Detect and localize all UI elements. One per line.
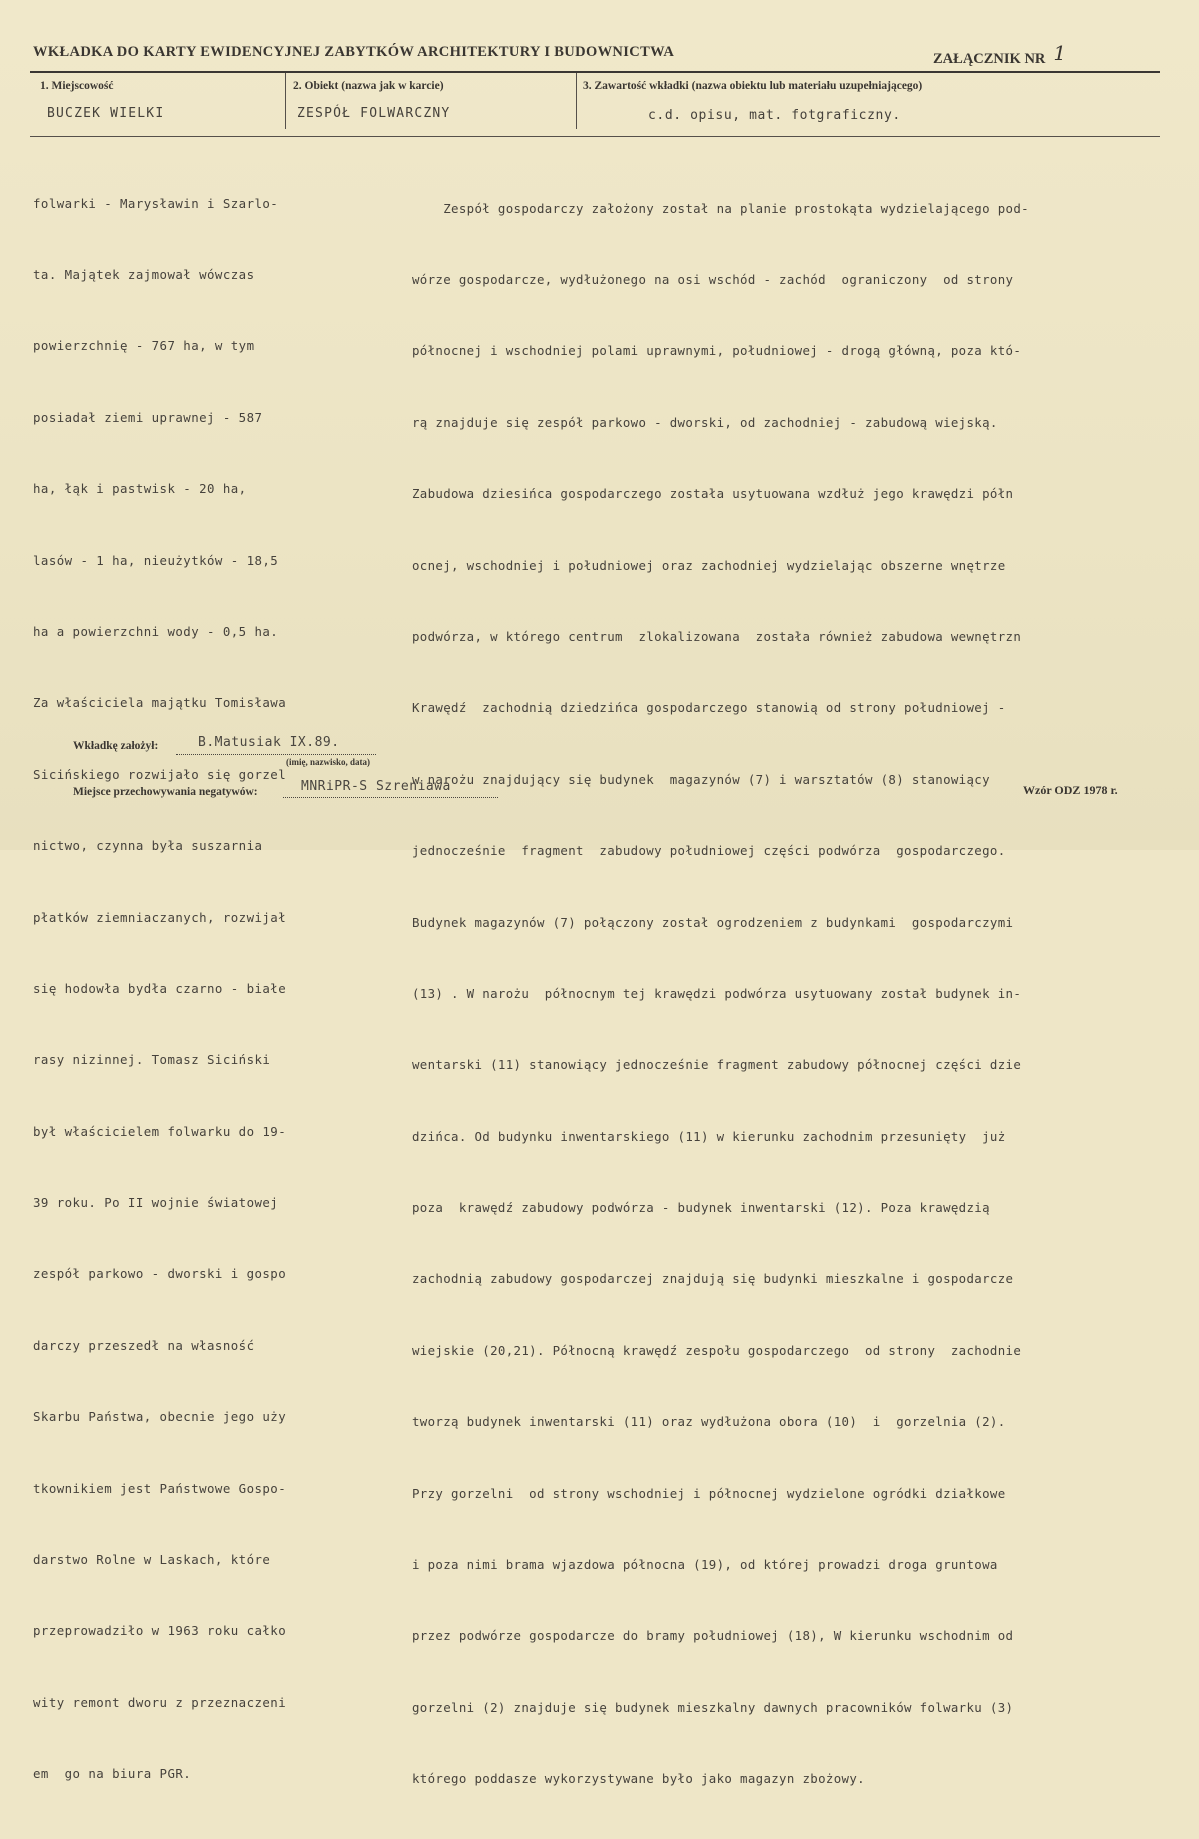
left-text-line: 39 roku. Po II wojnie światowej <box>33 1195 279 1211</box>
left-text-line: Skarbu Państwa, obecnie jego uży <box>33 1409 287 1425</box>
form-pattern-note: Wzór ODZ 1978 r. <box>1023 783 1118 797</box>
right-text-line: Zabudowa dziesińca gospodarczego została usytuowana wzdłuż jego krawędzi półn <box>412 486 1014 502</box>
left-text-line: folwarki - Marysławin i Szarlo- <box>33 195 279 211</box>
left-text-line: się hodowła bydła czarno - białe <box>33 980 287 996</box>
left-text-line: ha, łąk i pastwisk - 20 ha, <box>33 481 247 497</box>
header-rule <box>30 71 1160 73</box>
left-text-line: był właścicielem folwarku do 19- <box>33 1123 287 1139</box>
field-label-object: 2. Obiekt (nazwa jak w karcie) <box>293 80 444 92</box>
left-text-line: rasy nizinnej. Tomasz Siciński <box>33 1052 271 1068</box>
left-text-line: lasów - 1 ha, nieużytków - 18,5 <box>33 552 279 568</box>
negatives-dotted-line <box>283 797 498 798</box>
field-value-contents: c.d. opisu, mat. fotgraficzny. <box>648 108 901 123</box>
left-text-line: Za właściciela majątku Tomisława <box>33 695 287 711</box>
right-text-line: wiejskie (20,21). Północną krawędź zespołu gospodarczego od strony zachodnie <box>412 1342 1022 1358</box>
left-text-line: płatków ziemniaczanych, rozwijał <box>33 909 287 925</box>
field-label-locality: 1. Miejscowość <box>40 80 114 92</box>
right-text-line: dzińca. Od budynku inwentarskiego (11) w kierunku zachodnim przesunięty już <box>412 1128 1006 1144</box>
left-text-line: przeprowadziło w 1963 roku całko <box>33 1623 287 1639</box>
left-text-line: nictwo, czynna była suszarnia <box>33 838 263 854</box>
annex-number <box>933 41 1067 68</box>
left-text-line: Sicińskiego rozwijało się gorzel <box>33 766 287 782</box>
left-text-line: ha a powierzchni wody - 0,5 ha. <box>33 623 279 639</box>
right-text-line: podwórza, w którego centrum zlokalizowana została również zabudowa wewnętrzn <box>412 628 1022 644</box>
made-by-dotted-line <box>176 754 376 755</box>
left-text-line: ta. Majątek zajmował wówczas <box>33 266 255 282</box>
left-text-line: posiadał ziemi uprawnej - 587 <box>33 409 263 425</box>
right-text-line: rą znajduje się zespół parkowo - dworski, od zachodniej - zabudową wiejską. <box>412 414 998 430</box>
annex-label: ZAŁĄCZNIK NR <box>933 51 1046 67</box>
description-right-column <box>412 149 1029 1839</box>
form-title: WKŁADKA DO KARTY EWIDENCYJNEJ ZABYTKÓW ARCHITEKTURY I BUDOWNICTWA <box>33 44 675 60</box>
right-text-line: poza krawędź zabudowy podwórza - budynek inwentarski (12). Poza krawędzią <box>412 1200 990 1216</box>
negatives-label: Miejsce przechowywania negatywów: <box>73 786 258 798</box>
left-text-line: wity remont dworu z przeznaczeni <box>33 1694 287 1710</box>
right-text-line: wórze gospodarcze, wydłużonego na osi wschód - zachód ograniczony od strony <box>412 271 1014 287</box>
right-text-line: Przy gorzelni od strony wschodniej i północnej wydzielone ogródki działkowe <box>412 1485 1006 1501</box>
field-value-object: ZESPÓŁ FOLWARCZNY <box>297 106 451 121</box>
right-text-line: wentarski (11) stanowiący jednocześnie fragment zabudowy północnej części dzie <box>412 1057 1022 1073</box>
field-divider-1 <box>285 73 286 129</box>
right-text-line: Zespół gospodarczy założony został na planie prostokąta wydzielającego pod- <box>412 200 1029 216</box>
annex-handwritten-number: 1 <box>1053 41 1067 65</box>
left-text-line: powierzchnię - 767 ha, w tym <box>33 338 255 354</box>
made-by-label: Wkładkę założył: <box>73 740 159 752</box>
description-left-column <box>33 144 286 1834</box>
left-text-line: em go na biura PGR. <box>33 1766 192 1782</box>
left-text-line: zespół parkowo - dworski i gospo <box>33 1266 287 1282</box>
fields-rule <box>30 136 1160 137</box>
left-text-line: darczy przeszedł na własność <box>33 1337 255 1353</box>
made-by-value: B.Matusiak IX.89. <box>198 735 340 750</box>
right-text-line: zachodnią zabudowy gospodarczej znajdują się budynki mieszkalne i gospodarcze <box>412 1271 1014 1287</box>
field-divider-2 <box>576 73 577 129</box>
negatives-value: MNRiPR-S Szreniawa <box>301 779 451 794</box>
made-by-caption: (imię, nazwisko, data) <box>286 757 370 767</box>
right-text-line: Budynek magazynów (7) połączony został ogrodzeniem z budynkami gospodarczymi <box>412 914 1014 930</box>
right-text-line: gorzelni (2) znajduje się budynek mieszkalny dawnych pracowników folwarku (3) <box>412 1699 1014 1715</box>
left-text-line: darstwo Rolne w Laskach, które <box>33 1552 271 1568</box>
right-text-line: (13) . W narożu północnym tej krawędzi podwórza usytuowany został budynek in- <box>412 985 1022 1001</box>
right-text-line: i poza nimi brama wjazdowa północna (19), od której prowadzi droga gruntowa <box>412 1557 998 1573</box>
right-text-line: którego poddasze wykorzystywane było jako magazyn zbożowy. <box>412 1771 865 1787</box>
field-value-locality: BUCZEK WIELKI <box>47 106 165 121</box>
right-text-line: przez podwórze gospodarcze do bramy południowej (18), W kierunku wschodnim od <box>412 1628 1014 1644</box>
right-text-line: w narożu znajdujący się budynek magazynów (7) i warsztatów (8) stanowiący <box>412 771 990 787</box>
right-text-line: jednocześnie fragment zabudowy południowej części podwórza gospodarczego. <box>412 843 1006 859</box>
field-label-contents: 3. Zawartość wkładki (nazwa obiektu lub materiału uzupełniającego) <box>583 80 923 92</box>
left-text-line: tkownikiem jest Państwowe Gospo- <box>33 1480 287 1496</box>
right-text-line: tworzą budynek inwentarski (11) oraz wydłużona obora (10) i gorzelnia (2). <box>412 1414 1006 1430</box>
right-text-line: Krawędź zachodnią dziedzińca gospodarczego stanowią od strony południowej - <box>412 700 1006 716</box>
right-text-line: ocnej, wschodniej i południowej oraz zachodniej wydzielając obszerne wnętrze <box>412 557 1006 573</box>
right-text-line: północnej i wschodniej polami uprawnymi, południowej - drogą główną, poza któ- <box>412 343 1022 359</box>
